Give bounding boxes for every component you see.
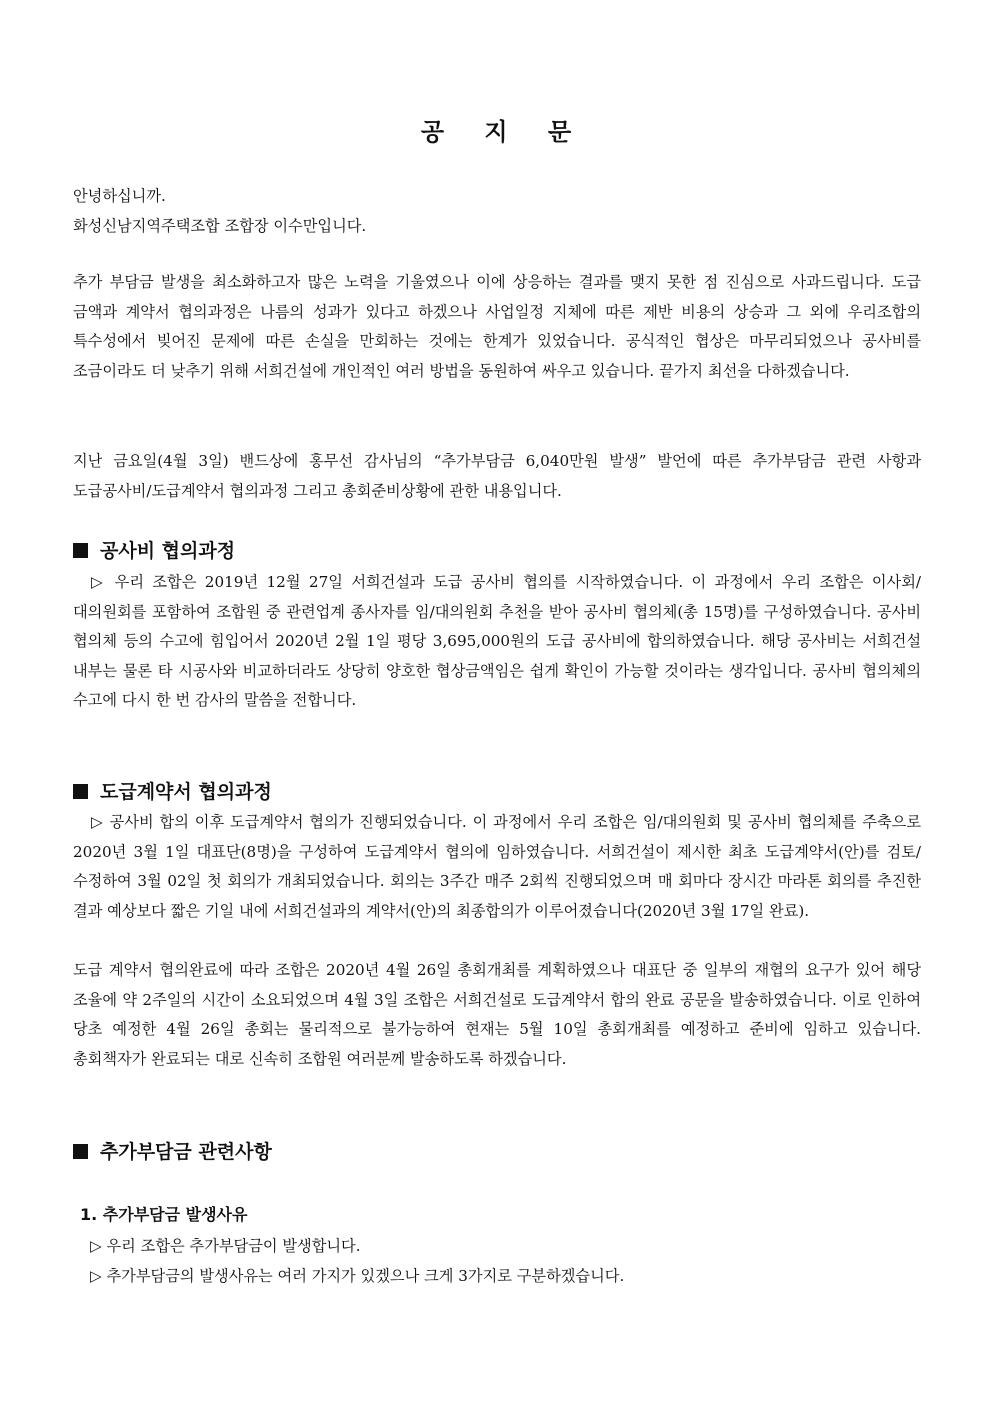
subsection-heading: 1. 추가부담금 발생사유 [80, 1205, 248, 1224]
square-bullet-icon [73, 543, 88, 558]
greeting [73, 181, 921, 241]
square-bullet-icon [73, 784, 88, 799]
greeting-line: 화성신남지역주택조합 조합장 이수만입니다. [73, 217, 367, 235]
section-heading-construction-cost [73, 536, 235, 563]
bullet-list [90, 1231, 624, 1291]
section-heading-additional-charge [73, 1137, 272, 1164]
intro-paragraph: 지난 금요일(4월 3일) 밴드상에 홍무선 감사님의 “추가부담금 6,040만원 발생” 발언에 따른 추가부담금 관련 사항과 도급공사비/도급계약서 협의과정 그리고 총회준비상황에 관한 내용입니다. [73, 452, 921, 500]
intro-paragraph: 추가 부담금 발생을 최소화하고자 많은 노력을 기울였으나 이에 상응하는 결과를 맺지 못한 점 진심으로 사과드립니다. 도급 금액과 계약서 협의과정은 나름의 성과가 있다고 하겠으나 사업일정 지체에 따른 제반 비용의 상승과 그 외에 우리조합의 특수성에서 빚어진 문제에 따른 손실을 만회하는 것에는 한계가 있었습니다. 공식적인 협상은 마무리되었으나 공사비를 조금이라도 더 낮추기 위해 서희건설에 개인적인 여러 방법을 동원하여 싸우고 있습니다. 끝가지 최선을 다하겠습니다. [73, 273, 921, 380]
greeting-line: 안녕하십니까. [73, 187, 166, 205]
section-paragraph: ▷ 우리 조합은 2019년 12월 27일 서희건설과 도급 공사비 협의를 시작하였습니다. 이 과정에서 우리 조합은 이사회/대의원회를 포함하여 조합원 중 관련업계 종사자를 임/대의원회 추천을 받아 공사비 협의체(총 15명)를 구성하였습니다. 공사비 협의체 등의 수고에 힘입어서 2020년 2월 1일 평당 3,695,000원의 도급 공사비에 합의하였습니다. 해당 공사비는 서희건설 내부는 물론 타 시공사와 비교하더라도 상당히 양호한 협상금액임은 쉽게 확인이 가능할 것이라는 생각입니다. 공사비 협의체의 수고에 다시 한 번 감사의 말씀을 전합니다. [73, 573, 921, 709]
section-heading-contract [73, 777, 272, 804]
section-heading-text: 공사비 협의과정 [100, 540, 236, 562]
list-item: ▷ 추가부담금의 발생사유는 여러 가지가 있겠으나 크게 3가지로 구분하겠습니다. [90, 1267, 625, 1285]
page-title: 공 지 문 [420, 117, 588, 146]
list-item: ▷ 우리 조합은 추가부담금이 발생합니다. [90, 1237, 361, 1255]
square-bullet-icon [73, 1144, 88, 1159]
section-paragraph: 도급 계약서 협의완료에 따라 조합은 2020년 4월 26일 총회개최를 계획하였으나 대표단 중 일부의 재협의 요구가 있어 해당 조율에 약 2주일의 시간이 소요되었으며 4월 3일 조합은 서희건설로 도급계약서 합의 완료 공문을 발송하였습니다. 이로 인하여 당초 예정한 4월 26일 총회는 물리적으로 불가능하여 현재는 5월 10일 총회개최를 예정하고 준비에 임하고 있습니다. 총회책자가 완료되는 대로 신속히 조합원 여러분께 발송하도록 하겠습니다. [73, 961, 921, 1068]
section-heading-text: 도급계약서 협의과정 [100, 781, 272, 803]
section-paragraph: ▷ 공사비 합의 이후 도급계약서 협의가 진행되었습니다. 이 과정에서 우리 조합은 임/대의원회 및 공사비 협의체를 주축으로 2020년 3월 1일 대표단(8명)을 구성하여 도급계약서 협의에 임하였습니다. 서희건설이 제시한 최초 도급계약서(안)를 검토/수정하여 3월 02일 첫 회의가 개최되었습니다. 회의는 3주간 매주 2회씩 진행되었으며 매 회마다 장시간 마라톤 회의를 추진한 결과 예상보다 짧은 기일 내에 서희건설과의 계약서(안)의 최종합의가 이루어졌습니다(2020년 3월 17일 완료). [73, 813, 921, 920]
section-heading-text: 추가부담금 관련사항 [100, 1141, 272, 1163]
